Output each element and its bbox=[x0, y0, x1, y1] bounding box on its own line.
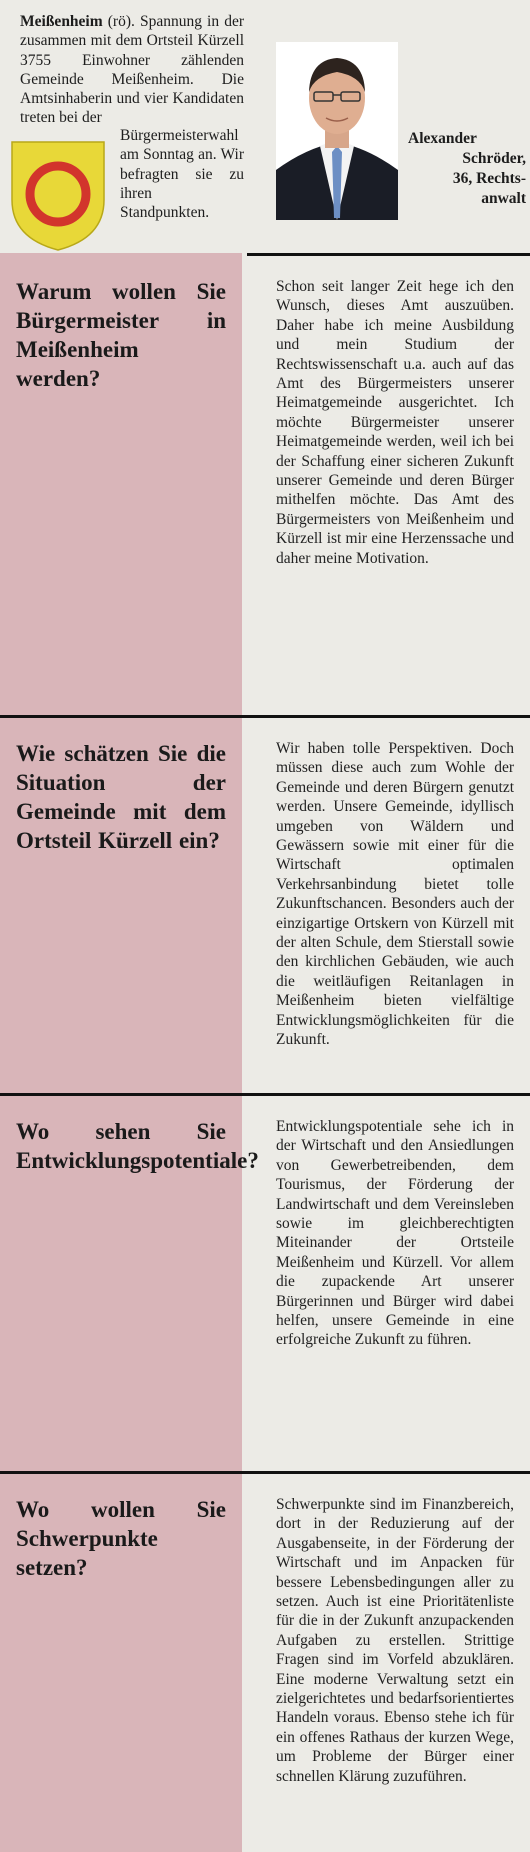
qa-section-3 bbox=[0, 1093, 530, 1471]
qa-section-1 bbox=[0, 253, 530, 715]
candidate-surname: Schröder, bbox=[462, 150, 526, 167]
candidate-photo bbox=[276, 42, 398, 220]
answer-1: Schon seit langer Zeit hege ich den Wunsch, dieses Amt auszuüben. Daher habe ich meine Ausbildung und mein Studium der Rechtswissenschaft u.a. auch auf das Amt des Bürgermeisters unserer Heimatgemeinde ausgerichtet. Ich möchte Bürgermeister unserer Heimatgemeinde werden, weil ich bei der Schaffung einer sicheren Zukunft unserer Gemeinde und deren Bürger mithelfen möchte. Das Amt des Bürgermeisters von Meißenheim und Kürzell ist mir eine Herzenssache und daher meine Motivation. bbox=[276, 278, 514, 567]
answer-2: Wir haben tolle Perspektiven. Doch müssen diese auch zum Wohle der Gemeinde und deren Bürgern genutzt werden. Unsere Gemeinde, idyllisch umgeben von Wäldern und Gewässern sowie mit einer für die Wirtschaft optimalen Verkehrsanbindung bietet tolle Zukunftschancen. Besonders auch der einzigartige Ortskern von Kürzell mit der alten Schule, dem Stierstall sowie den kirchlichen Gebäuden, wie auch die weitläufigen Reitanlagen in Meißenheim bieten vielfältige Entwicklungsmöglichkeiten für die Zukunft. bbox=[276, 740, 514, 1049]
section-rule bbox=[0, 1093, 530, 1096]
section-rule bbox=[247, 253, 530, 256]
intro-text bbox=[20, 12, 244, 128]
section-rule bbox=[0, 1471, 530, 1474]
intro-text-continued: Bürgermeisterwahl am Sonntag an. Wir befragten sie zu ihren Standpunkten. bbox=[120, 127, 244, 222]
intro-place: Meißenheim bbox=[20, 13, 103, 30]
question-3: Wo sehen Sie Entwicklungspotentiale? bbox=[16, 1119, 259, 1173]
intro-body: (rö). Spannung in der zusammen mit dem Ortsteil Kürzell 3755 Einwohner zählenden Gemeinde Meißenheim. Die Amtsinhaberin und vier Kandidaten treten bei der bbox=[20, 13, 244, 127]
candidate-firstname: Alexander bbox=[408, 130, 477, 147]
answer-3: Entwicklungspotentiale sehe ich in der Wirtschaft und den Ansiedlungen von Gewerbetreibenden, dem Tourismus, der Förderung der Landwirtschaft und dem Vereinsleben sowie im gleichberechtigten Miteinander der Ortsteile Meißenheim und Kürzell. Vor allem die zupackende Art unserer Bürgerinnen und Bürger wird dabei helfen, unsere Gemeinde in eine erfolgreiche Zukunft zu führen. bbox=[276, 1118, 514, 1349]
article-header bbox=[0, 0, 530, 253]
candidate-age: 36, Rechts- bbox=[452, 170, 526, 187]
qa-section-2 bbox=[0, 715, 530, 1093]
coat-of-arms bbox=[8, 138, 108, 254]
question-1: Warum wollen Sie Bürgermeister in Meißenheim werden? bbox=[16, 279, 226, 391]
section-rule bbox=[0, 715, 530, 718]
candidate-profession: anwalt bbox=[481, 190, 526, 207]
question-2: Wie schätzen Sie die Situation der Gemeinde mit dem Ortsteil Kürzell ein? bbox=[16, 741, 226, 853]
answer-4: Schwerpunkte sind im Finanzbereich, dort in der Reduzierung auf der Ausgabenseite, in der Förderung der Wirtschaft und im Anpacken für bessere Lebensbedingungen aller zu setzen. Auch ist eine Prioritätenliste für die in der Zukunft anzupackenden Aufgaben zu erstellen. Strittige Fragen sind im Vorfeld abzuklären. Eine moderne Verwaltung setzt ein zielgerichtetes und bedarfsorientiertes Handeln voraus. Ebenso stehe ich für ein offenes Rathaus der kurzen Wege, um Probleme der Bürger einer schnellen Klärung zuzuführen. bbox=[276, 1496, 514, 1785]
candidate-caption bbox=[408, 129, 526, 209]
qa-section-4 bbox=[0, 1471, 530, 1852]
question-4: Wo wollen Sie Schwerpunkte setzen? bbox=[16, 1497, 226, 1580]
